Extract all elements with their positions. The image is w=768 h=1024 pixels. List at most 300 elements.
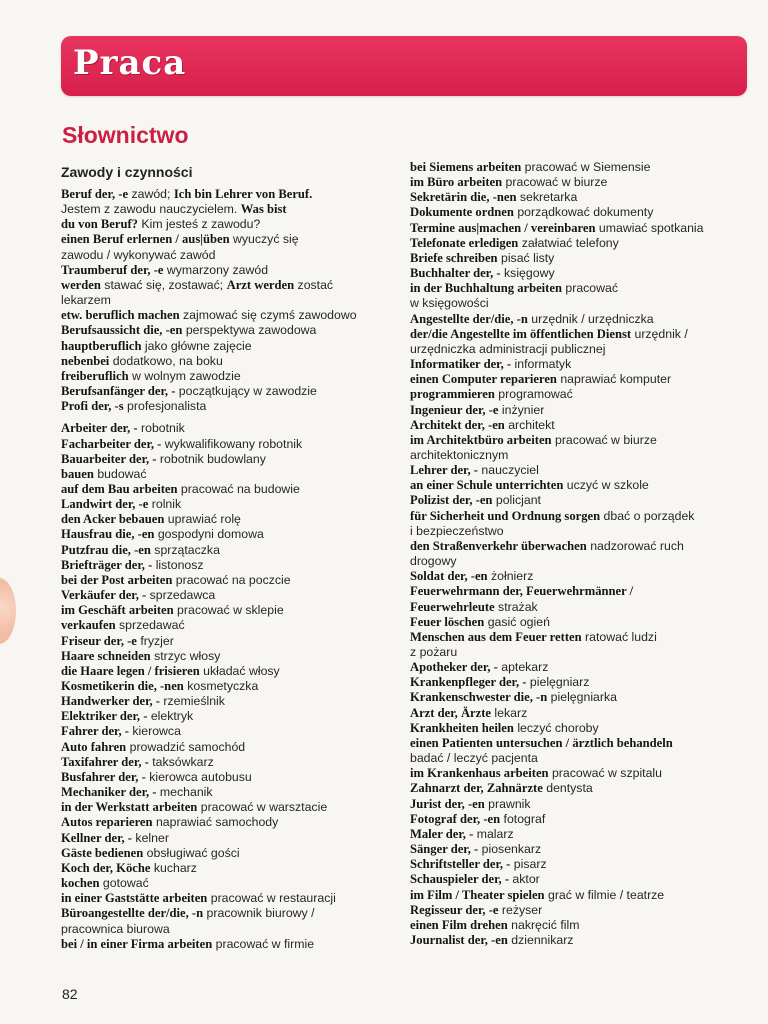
polish-translation: nakręcić film [507, 917, 580, 932]
vocabulary-entry-line [61, 232, 401, 247]
german-term: Koch der, Köche [61, 860, 151, 875]
chapter-title: Praca [73, 43, 187, 83]
vocabulary-entry-line [410, 433, 760, 448]
polish-translation: dodatkowo, na boku [109, 353, 223, 368]
german-term: Facharbeiter der, - [61, 436, 162, 451]
german-term: Journalist der, -en [410, 932, 508, 947]
german-term: bei der Post arbeiten [61, 572, 173, 587]
polish-translation: gotować [99, 876, 149, 891]
vocabulary-entry-line [410, 554, 760, 569]
german-term: Putzfrau die, -en [61, 542, 151, 557]
german-term: Arzt der, Ärzte [410, 705, 491, 720]
german-term: Briefe schreiben [410, 250, 498, 265]
polish-translation: pracować na budowie [177, 481, 300, 496]
polish-translation: pracować w Siemensie [521, 160, 651, 174]
german-term: Profi der, -s [61, 399, 124, 414]
vocabulary-entry-line [410, 569, 760, 584]
polish-translation: policjant [492, 493, 541, 508]
polish-translation: lekarz [491, 705, 528, 720]
german-term: Polizist der, -en [410, 493, 493, 508]
german-term: etw. beruflich machen [61, 308, 180, 323]
german-term: im Geschäft arbeiten [61, 603, 174, 618]
german-term: Soldat der, -en [410, 569, 488, 584]
polish-translation: uczyć w szkole [563, 478, 649, 493]
vocabulary-entry-line [410, 751, 760, 766]
polish-translation: pielęgniarz [526, 675, 590, 690]
german-term: Fahrer der, - [61, 724, 129, 739]
german-term: Sänger der, - [410, 842, 479, 857]
vocabulary-entry-line [410, 630, 760, 645]
vocabulary-entry-line [61, 694, 401, 709]
german-term: an einer Schule unterrichten [410, 478, 564, 493]
german-term: Menschen aus dem Feuer retten [410, 629, 582, 644]
german-term: Traumberuf der, -e [61, 262, 164, 277]
vocabulary-entry-line [410, 327, 760, 342]
vocabulary-entry-line [61, 846, 401, 861]
vocabulary-entry-line [410, 781, 760, 796]
vocabulary-entry-line [61, 482, 401, 497]
polish-translation: jako główne zajęcie [141, 338, 252, 353]
vocabulary-entry-line [61, 755, 401, 770]
vocabulary-entry-line [410, 797, 760, 812]
vocabulary-entry-line [61, 831, 401, 846]
vocabulary-entry-line [410, 372, 760, 387]
polish-translation: zawodu / wykonywać zawód [61, 247, 216, 262]
vocabulary-entry-line [61, 922, 401, 937]
polish-translation: pracować w biurze [502, 175, 608, 190]
german-term: Schauspieler der, - [410, 872, 510, 887]
vocabulary-entry-line [410, 918, 760, 933]
vocabulary-entry-line [410, 205, 760, 220]
polish-translation: zajmować się czymś zawodowo [179, 308, 357, 323]
german-term: Telefonate erledigen [410, 235, 519, 250]
polish-translation: sekretarka [516, 190, 578, 205]
polish-translation: stawać się, zostawać; [100, 277, 227, 292]
polish-translation: nauczyciel [477, 463, 539, 478]
polish-translation: elektryk [147, 709, 194, 724]
vocabulary-entry-line [410, 493, 760, 508]
german-term: Elektriker der, - [61, 709, 148, 724]
polish-translation: taksówkarz [148, 754, 214, 769]
polish-translation: rolnik [148, 497, 182, 512]
german-term: Fotograf der, -en [410, 811, 501, 826]
polish-translation: początkujący w zawodzie [175, 384, 317, 399]
polish-translation: naprawiać samochody [152, 815, 279, 830]
vocabulary-entry-line [410, 645, 760, 660]
german-term: der/die Angestellte im öffentlichen Dienst [410, 326, 632, 341]
vocabulary-entry-line [410, 933, 760, 948]
polish-translation: aptekarz [497, 660, 549, 675]
polish-translation: pracować [561, 281, 619, 296]
polish-translation: pisać listy [497, 250, 555, 265]
polish-translation: w wolnym zawodzie [128, 368, 241, 383]
vocabulary-entry-line [61, 369, 401, 384]
german-term: Schriftsteller der, - [410, 857, 511, 872]
german-term: Kosmetikerin die, -nen [61, 679, 184, 693]
vocabulary-entry-line [61, 891, 401, 906]
polish-translation: pracować w firmie [212, 936, 315, 951]
vocabulary-entry-line [410, 827, 760, 842]
german-term: den Acker bebauen [61, 512, 165, 527]
vocabulary-entry-line [61, 800, 401, 815]
vocabulary-entry-line [410, 615, 760, 630]
german-term: Verkäufer der, - [61, 588, 147, 603]
polish-translation: perspektywa zawodowa [182, 323, 317, 338]
german-term: Krankenpfleger der, - [410, 675, 527, 690]
german-term: Autos reparieren [61, 815, 153, 830]
vocabulary-entry-line [61, 740, 401, 755]
german-term: Feuerwehrmann der, Feuerwehrmänner / [410, 584, 634, 599]
vocabulary-entry-line [410, 736, 760, 751]
polish-translation: reżyser [498, 902, 543, 917]
vocabulary-entry-line [61, 649, 401, 664]
german-term: du von Beruf? [61, 217, 138, 232]
polish-translation: architekt [504, 417, 555, 432]
vocabulary-entry-line [410, 342, 760, 357]
vocabulary-entry-line [61, 384, 401, 399]
german-term: Feuerwehrleute [410, 599, 495, 614]
vocabulary-entry-line [61, 861, 401, 876]
vocabulary-entry-line [410, 524, 760, 539]
polish-translation: inżynier [498, 402, 545, 417]
vocabulary-entry-line [410, 539, 760, 554]
polish-translation: sprzątaczka [150, 542, 220, 557]
vocabulary-entry-line [410, 600, 760, 615]
polish-translation: mechanik [156, 785, 213, 800]
german-term: Landwirt der, -e [61, 497, 149, 512]
german-term: einen Patienten untersuchen / ärztlich behandeln [410, 735, 673, 750]
vocabulary-entry-line [61, 679, 401, 694]
vocabulary-entry-line [61, 293, 401, 308]
vocabulary-entry-line [410, 403, 760, 418]
polish-translation: robotnik budowlany [156, 451, 266, 466]
polish-translation: piosenkarz [478, 842, 542, 857]
polish-translation: pracować w sklepie [173, 603, 284, 618]
vocabulary-entry-line [410, 766, 760, 781]
polish-translation: profesjonalista [123, 399, 207, 414]
vocabulary-entry-line [61, 724, 401, 739]
german-term: Angestellte der/die, -n [410, 311, 528, 326]
polish-translation: prowadzić samochód [126, 739, 246, 754]
polish-translation: w księgowości [410, 296, 489, 311]
german-term: im Film / Theater spielen [410, 887, 545, 902]
vocabulary-entry-line [410, 888, 760, 903]
polish-translation: kucharz [150, 860, 197, 875]
vocabulary-entry-line [410, 478, 760, 493]
german-term: einen Film drehen [410, 917, 508, 932]
vocabulary-entry-line [410, 251, 760, 266]
vocabulary-entry-line [61, 937, 401, 952]
vocabulary-entry-line [61, 906, 401, 921]
german-term: Arbeiter der, - [61, 421, 138, 436]
vocabulary-entry-line [61, 770, 401, 785]
german-term: Berufsanfänger der, - [61, 384, 176, 399]
polish-translation: zostać [294, 277, 334, 292]
german-term: Kellner der, - [61, 830, 133, 845]
polish-translation: strzyc włosy [150, 648, 221, 663]
polish-translation: pracować w biurze [551, 432, 657, 447]
polish-translation: robotnik [137, 421, 185, 436]
vocabulary-entry-line [61, 785, 401, 800]
vocabulary-entry-line [410, 509, 760, 524]
german-term: Ingenieur der, -e [410, 402, 499, 417]
polish-translation: kelner [132, 830, 169, 845]
german-term: Bauarbeiter der, - [61, 451, 157, 466]
polish-translation: kierowca autobusu [145, 769, 252, 784]
vocabulary-entry-line [61, 634, 401, 649]
vocabulary-entry-line [61, 497, 401, 512]
german-term: für Sicherheit und Ordnung sorgen [410, 508, 601, 523]
vocabulary-entry-line [61, 278, 401, 293]
polish-translation: pracownik biurowy / [203, 906, 315, 921]
german-term: Termine aus|machen / vereinbaren [410, 220, 596, 235]
german-term: Maler der, - [410, 826, 474, 841]
german-term: Dokumente ordnen [410, 205, 514, 220]
polish-translation: wymarzony zawód [163, 262, 269, 277]
vocabulary-entry-line [61, 187, 401, 202]
polish-translation: leczyć choroby [513, 720, 599, 735]
vocabulary-entry-line [410, 190, 760, 205]
polish-translation: pracować w warsztacie [197, 800, 328, 815]
vocabulary-entry-line [410, 387, 760, 402]
subsection-title: Zawody i czynności [61, 164, 193, 180]
german-term: verkaufen [61, 618, 116, 633]
polish-translation: wykwalifikowany robotnik [161, 436, 303, 451]
german-term: nebenbei [61, 353, 110, 368]
entry-group-gap [61, 414, 401, 421]
german-term: Sekretärin die, -nen [410, 190, 517, 205]
german-term: Auto fahren [61, 739, 127, 754]
polish-translation: urzędnik / [631, 326, 688, 341]
polish-translation: gasić ogień [484, 614, 550, 629]
vocabulary-entry-line [410, 857, 760, 872]
vocabulary-entry-line [61, 421, 401, 436]
polish-translation: obsługiwać gości [143, 845, 240, 860]
vocabulary-entry-line [410, 584, 760, 599]
vocabulary-entry-line [410, 721, 760, 736]
german-term: hauptberuflich [61, 338, 142, 353]
polish-translation: dziennikarz [507, 932, 574, 947]
polish-translation: gospodyni domowa [154, 527, 264, 542]
polish-translation: pielęgniarka [547, 690, 617, 705]
german-term: freiberuflich [61, 368, 129, 383]
vocabulary-entry-line [410, 660, 760, 675]
vocabulary-column-right [410, 160, 760, 948]
vocabulary-entry-line [410, 463, 760, 478]
polish-translation: grać w filmie / teatrze [544, 887, 665, 902]
german-term: Haare schneiden [61, 648, 151, 663]
polish-translation: umawiać spotkania [595, 220, 704, 235]
german-term: Taxifahrer der, - [61, 754, 149, 769]
polish-translation: z pożaru [410, 645, 458, 659]
vocabulary-entry-line [61, 543, 401, 558]
german-term: Feuer löschen [410, 614, 485, 629]
polish-translation: architektonicznym [410, 447, 509, 462]
polish-translation: informatyk [511, 357, 572, 372]
polish-translation: zawód; [128, 187, 174, 201]
polish-translation: porządkować dokumenty [513, 205, 654, 220]
german-term: auf dem Bau arbeiten [61, 481, 178, 496]
polish-translation: badać / leczyć pacjenta [410, 751, 538, 766]
polish-translation: pracować w szpitalu [548, 766, 662, 781]
page-number: 82 [62, 986, 78, 1002]
german-term: Zahnarzt der, Zahnärzte [410, 781, 543, 796]
vocabulary-entry-line [410, 221, 760, 236]
german-term: Hausfrau die, -en [61, 527, 155, 542]
vocabulary-entry-line [61, 664, 401, 679]
german-term: im Büro arbeiten [410, 175, 503, 190]
polish-translation: kosmetyczka [183, 679, 259, 693]
polish-translation: sprzedawca [146, 588, 216, 603]
polish-translation: pracownica biurowa [61, 921, 170, 936]
german-term: bei Siemens arbeiten [410, 160, 522, 174]
vocabulary-entry-line [61, 618, 401, 633]
polish-translation: malarz [473, 826, 514, 841]
german-term: den Straßenverkehr überwachen [410, 538, 587, 553]
polish-translation: rzemieślnik [160, 694, 225, 709]
polish-translation: kierowca [128, 724, 181, 739]
polish-translation: budować [93, 466, 147, 481]
polish-translation: programować [494, 387, 573, 402]
polish-translation: listonosz [152, 557, 204, 572]
polish-translation: nadzorować ruch [586, 538, 684, 553]
german-term: Regisseur der, -e [410, 902, 499, 917]
vocabulary-entry-line [61, 558, 401, 573]
vocabulary-entry-line [61, 217, 401, 232]
german-term: Beruf der, -e [61, 187, 129, 201]
german-term: kochen [61, 876, 100, 891]
german-term: Ich bin Lehrer von Beruf. [173, 187, 313, 201]
german-term: Buchhalter der, - [410, 266, 501, 281]
polish-translation: strażak [494, 599, 538, 614]
polish-translation: drogowy [410, 554, 457, 569]
polish-translation: sprzedawać [115, 618, 185, 633]
german-term: im Krankenhaus arbeiten [410, 766, 549, 781]
german-term: Berufsaussicht die, -en [61, 323, 183, 338]
german-term: Mechaniker der, - [61, 785, 157, 800]
vocabulary-list-left [61, 187, 401, 952]
german-term: Briefträger der, - [61, 557, 153, 572]
vocabulary-entry-line [61, 603, 401, 618]
polish-translation: pracować na poczcie [172, 572, 291, 587]
vocabulary-entry-line [61, 308, 401, 323]
polish-translation: i bezpieczeństwo [410, 523, 504, 538]
german-term: Busfahrer der, - [61, 769, 146, 784]
polish-translation: fryzjer [136, 633, 174, 648]
german-term: Krankheiten heilen [410, 720, 514, 735]
vocabulary-entry-line [410, 903, 760, 918]
german-term: in der Buchhaltung arbeiten [410, 281, 562, 296]
vocabulary-column-left [61, 162, 401, 952]
polish-translation: prawnik [484, 796, 531, 811]
polish-translation: aktor [509, 872, 540, 887]
polish-translation: dbać o porządek [600, 508, 695, 523]
german-term: programmieren [410, 387, 495, 402]
polish-translation: fotograf [500, 811, 546, 826]
german-term: Krankenschwester die, -n [410, 690, 548, 705]
vocabulary-entry-line [61, 323, 401, 338]
polish-translation: ratować ludzi [581, 629, 657, 644]
german-term: Informatiker der, - [410, 357, 512, 372]
vocabulary-entry-line [61, 354, 401, 369]
german-term: die Haare legen / frisieren [61, 663, 200, 678]
german-term: in der Werkstatt arbeiten [61, 800, 198, 815]
german-term: Lehrer der, - [410, 463, 478, 478]
vocabulary-entry-line [410, 706, 760, 721]
decorative-edge-image [0, 578, 16, 644]
german-term: Jurist der, -en [410, 796, 485, 811]
polish-translation: naprawiać komputer [556, 372, 672, 387]
german-term: bei / in einer Firma arbeiten [61, 936, 213, 951]
polish-translation: Kim jesteś z zawodu? [137, 217, 261, 232]
german-term: Gäste bedienen [61, 845, 144, 860]
vocabulary-entry-line [61, 452, 401, 467]
german-term: Was bist [240, 202, 287, 217]
vocabulary-entry-line [410, 872, 760, 887]
chapter-banner [61, 36, 747, 96]
vocabulary-entry-line [410, 296, 760, 311]
vocabulary-entry-line [410, 160, 760, 175]
polish-translation: lekarzem [61, 293, 111, 308]
vocabulary-entry-line [410, 312, 760, 327]
german-term: Büroangestellte der/die, -n [61, 906, 204, 921]
vocabulary-entry-line [61, 248, 401, 263]
german-term: werden [61, 277, 101, 292]
german-term: Friseur der, -e [61, 633, 137, 648]
polish-translation: pisarz [510, 857, 547, 872]
vocabulary-entry-line [410, 175, 760, 190]
polish-translation: urzędnik / urzędniczka [527, 311, 654, 326]
vocabulary-entry-line [61, 876, 401, 891]
german-term: im Architektbüro arbeiten [410, 432, 552, 447]
vocabulary-entry-line [61, 512, 401, 527]
german-term: Handwerker der, - [61, 694, 160, 709]
vocabulary-entry-line [410, 266, 760, 281]
vocabulary-entry-line [61, 202, 401, 217]
german-term: bauen [61, 466, 94, 481]
german-term: einen Beruf erlernen / aus|üben [61, 232, 230, 247]
vocabulary-list-right [410, 160, 760, 948]
german-term: einen Computer reparieren [410, 372, 557, 387]
polish-translation: układać włosy [199, 663, 280, 678]
vocabulary-entry-line [61, 339, 401, 354]
vocabulary-entry-line [410, 448, 760, 463]
vocabulary-entry-line [410, 236, 760, 251]
polish-translation: załatwiać telefony [518, 235, 619, 250]
polish-translation: urzędniczka administracji publicznej [410, 341, 606, 356]
polish-translation: dentysta [542, 781, 593, 796]
vocabulary-entry-line [61, 573, 401, 588]
german-term: Apotheker der, - [410, 660, 498, 675]
vocabulary-entry-line [410, 675, 760, 690]
polish-translation: żołnierz [487, 569, 534, 584]
polish-translation: wyuczyć się [229, 232, 299, 247]
section-title: Słownictwo [62, 122, 189, 148]
vocabulary-entry-line [410, 842, 760, 857]
german-term: in einer Gaststätte arbeiten [61, 891, 208, 906]
polish-translation: księgowy [500, 266, 555, 281]
vocabulary-entry-line [410, 690, 760, 705]
vocabulary-entry-line [410, 357, 760, 372]
vocabulary-entry-line [61, 437, 401, 452]
german-term: Architekt der, -en [410, 417, 505, 432]
german-term: Arzt werden [226, 277, 295, 292]
polish-translation: pracować w restauracji [207, 891, 336, 906]
vocabulary-entry-line [61, 467, 401, 482]
vocabulary-entry-line [61, 527, 401, 542]
vocabulary-entry-line [61, 263, 401, 278]
polish-translation: uprawiać rolę [164, 512, 241, 527]
